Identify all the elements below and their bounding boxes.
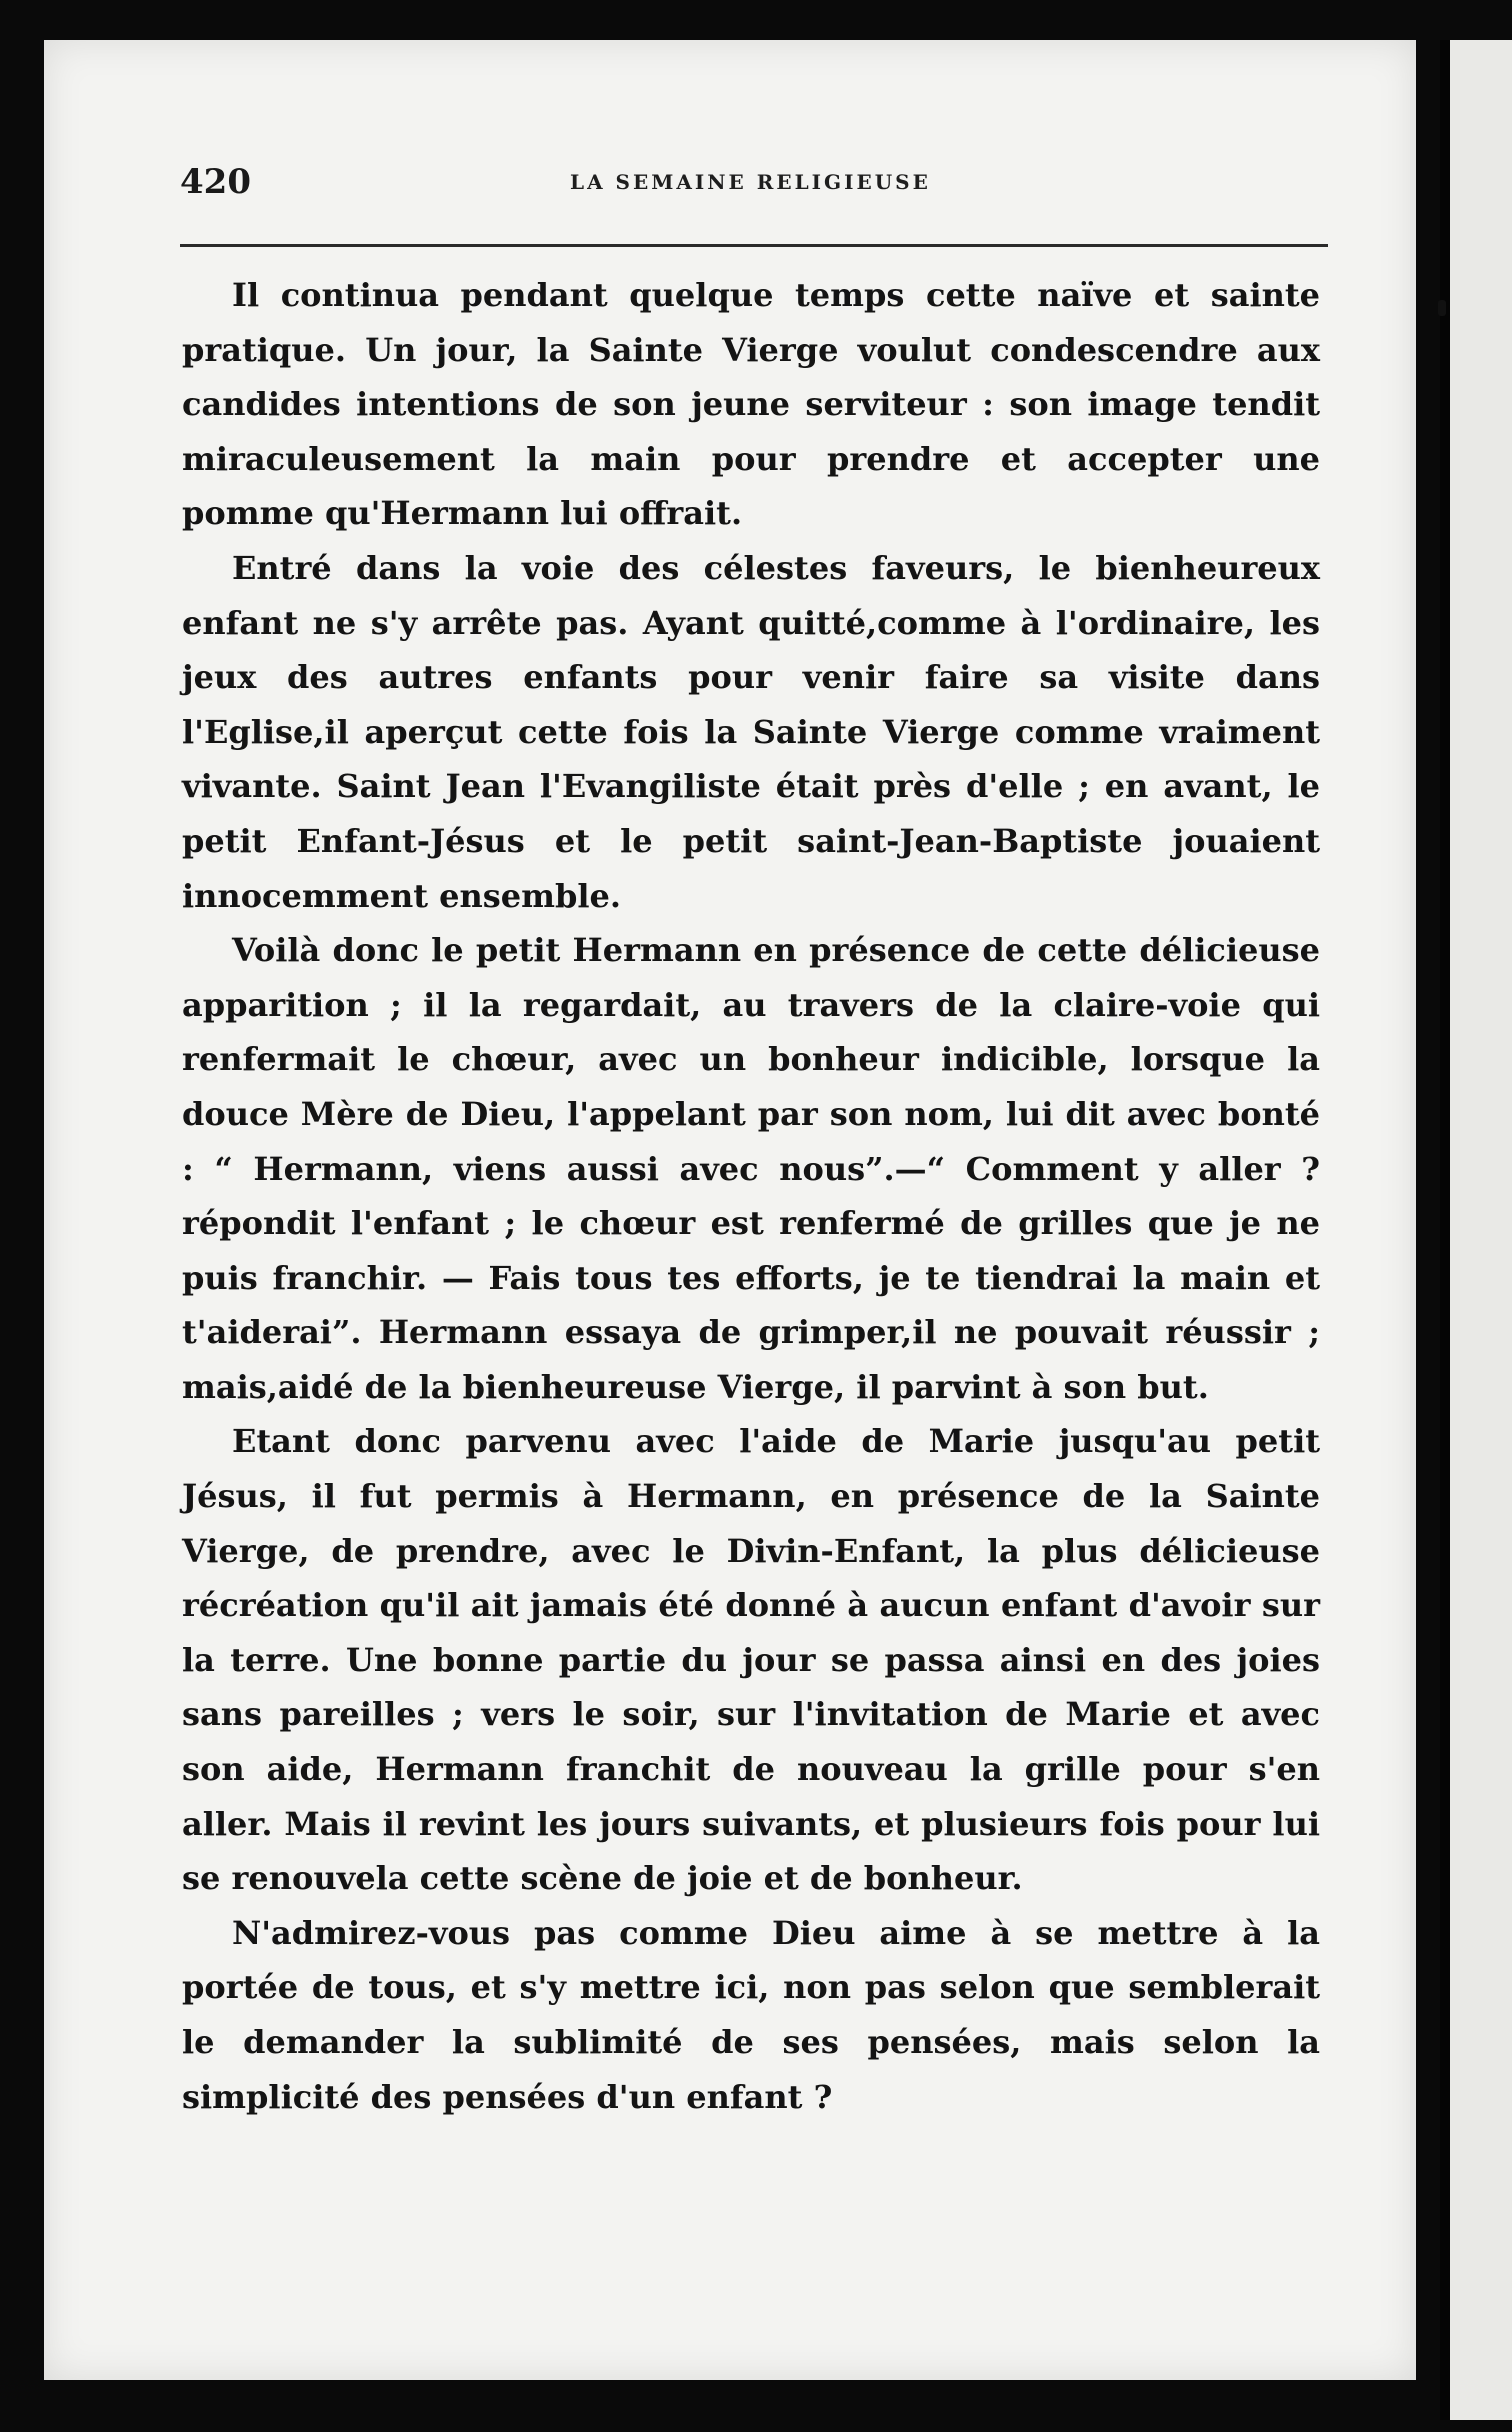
adjacent-page-edge <box>1440 40 1512 2420</box>
paragraph: Entré dans la voie des célestes faveurs, le bienheureux enfant ne s'y arrête pas. Ayant quitté,comme à l'ordinaire, les jeux des autres enfants pour venir faire sa visite dans l'Eglise,il aperçut cette fois la Sainte Vierge comme vraiment vivante. Saint Jean l'Evangiliste était près d'elle ; en avant, le petit Enfant-Jésus et le petit saint-Jean-Baptiste jouaient innocemment ensemble. <box>182 548 1320 915</box>
page-number: 420 <box>180 162 251 202</box>
paragraph: Il continua pendant quelque temps cette naïve et sainte pratique. Un jour, la Sainte Vierge voulut condescendre aux candides intentions de son jeune serviteur : son image tendit miraculeusement la main pour prendre et accepter une pomme qu'Hermann lui offrait. <box>182 276 1320 533</box>
paragraph: N'admirez-vous pas comme Dieu aime à se mettre à la portée de tous, et s'y mettre ici, non pas selon que semblerait le demander la sublimité de ses pensées, mais selon la simplicité des pensées d'un enfant ? <box>182 1913 1320 2116</box>
paragraph: Etant donc parvenu avec l'aide de Marie jusqu'au petit Jésus, il fut permis à Hermann, en présence de la Sainte Vierge, de prendre, avec le Divin-Enfant, la plus délicieuse récréation qu'il ait jamais été donné à aucun enfant d'avoir sur la terre. Une bonne partie du jour se passa ainsi en des joies sans pareilles ; vers le soir, sur l'invitation de Marie et avec son aide, Hermann franchit de nouveau la grille pour s'en aller. Mais il revint les jours suivants, et plusieurs fois pour lui se renouvela cette scène de joie et de bonheur. <box>182 1422 1320 1898</box>
scan-mark <box>1438 300 1446 316</box>
header-rule <box>180 244 1328 247</box>
paragraph: Voilà donc le petit Hermann en présence de cette délicieuse apparition ; il la regardait, au travers de la claire-voie qui renfermait le chœur, avec un bonheur indicible, lorsque la douce Mère de Dieu, l'appelant par son nom, lui dit avec bonté : “ Hermann, viens aussi avec nous”.—“ Comment y aller ? répondit l'enfant ; le chœur est renfermé de grilles que je ne puis franchir. — Fais tous tes efforts, je te tiendrai la main et t'aiderai”. Hermann essaya de grimper,il ne pouvait réussir ; mais,aidé de la bienheureuse Vierge, il parvint à son but. <box>182 931 1320 1406</box>
page-body <box>182 268 1320 2124</box>
running-head: LA SEMAINE RELIGIEUSE <box>570 170 931 194</box>
page-header <box>180 148 1330 218</box>
